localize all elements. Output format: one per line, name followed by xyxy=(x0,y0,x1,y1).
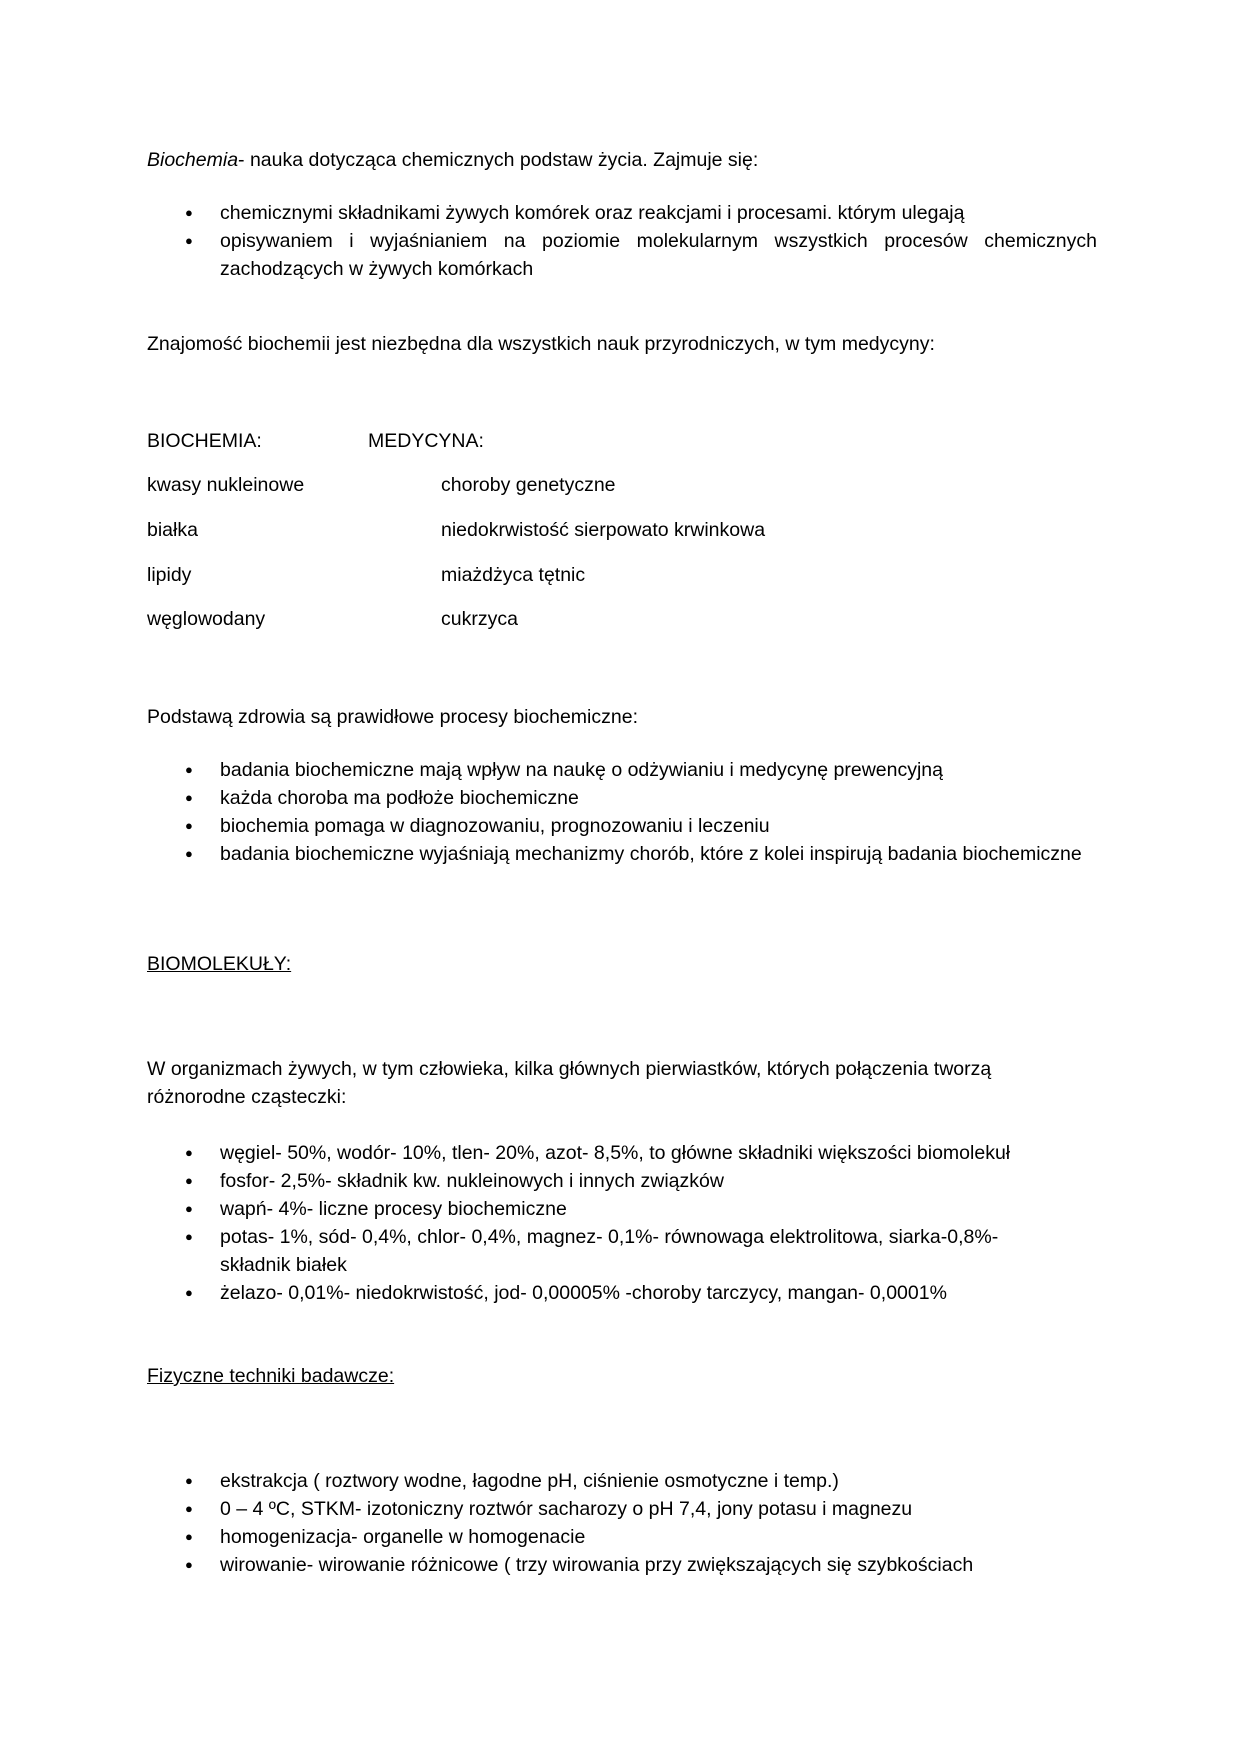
intro-term: Biochemia xyxy=(147,149,239,171)
table-cell-right: niedokrwistość sierpowato krwinkowa xyxy=(441,519,766,541)
intro-bullet-list xyxy=(147,199,1097,283)
table-cell-left: kwasy nukleinowe xyxy=(147,474,305,496)
health-bullet-list xyxy=(147,756,1097,868)
intro-line xyxy=(147,146,758,174)
list-item: ● wapń- 4%- liczne procesy biochemiczne xyxy=(147,1195,1097,1223)
intro-text: - nauka dotycząca chemicznych podstaw życia. Zajmuje się: xyxy=(238,149,759,171)
list-item: ● badania biochemiczne wyjaśniają mechanizmy chorób, które z kolei inspirują badania biochemiczne xyxy=(147,840,1097,868)
list-item: ● ekstrakcja ( roztwory wodne, łagodne pH, ciśnienie osmotyczne i temp.) xyxy=(147,1467,1097,1495)
table-cell-right: miażdżyca tętnic xyxy=(441,564,586,586)
health-heading: Podstawą zdrowia są prawidłowe procesy biochemiczne: xyxy=(147,706,638,728)
list-item: ● badania biochemiczne mają wpływ na naukę o odżywianiu i medycynę prewencyjną xyxy=(147,756,1097,784)
table-cell-left: lipidy xyxy=(147,564,192,586)
list-item: ● każda choroba ma podłoże biochemiczne xyxy=(147,784,1097,812)
techniques-heading: Fizyczne techniki badawcze: xyxy=(147,1365,395,1387)
list-item: ● biochemia pomaga w diagnozowaniu, prognozowaniu i leczeniu xyxy=(147,812,1097,840)
techniques-bullet-list xyxy=(147,1467,1097,1579)
list-item: ● żelazo- 0,01%- niedokrwistość, jod- 0,00005% -choroby tarczycy, mangan- 0,0001% xyxy=(147,1279,1097,1307)
table-cell-right: choroby genetyczne xyxy=(441,474,616,496)
list-item: ● potas- 1%, sód- 0,4%, chlor- 0,4%, magnez- 0,1%- równowaga elektrolitowa, siarka-0,8%- składnik białek xyxy=(147,1223,1050,1279)
biomolecules-paragraph: W organizmach żywych, w tym człowieka, kilka głównych pierwiastków, których połączenia tworzą różnorodne cząsteczki: xyxy=(147,1058,992,1108)
table-cell-left: węglowodany xyxy=(147,608,266,630)
list-item: ● wirowanie- wirowanie różnicowe ( trzy wirowania przy zwiększających się szybkościach xyxy=(147,1551,1097,1579)
list-item: ● homogenizacja- organelle w homogenacie xyxy=(147,1523,1097,1551)
table-header-right: MEDYCYNA: xyxy=(368,430,484,452)
table-cell-right: cukrzyca xyxy=(441,608,518,630)
biomolecules-bullet-list xyxy=(147,1139,1097,1307)
list-item: ● opisywaniem i wyjaśnianiem na poziomie molekularnym wszystkich procesów chemicznych zachodzących w żywych komórkach xyxy=(147,227,1097,283)
list-item: ● fosfor- 2,5%- składnik kw. nukleinowych i innych związków xyxy=(147,1167,1097,1195)
knowledge-paragraph: Znajomość biochemii jest niezbędna dla wszystkich nauk przyrodniczych, w tym medycyny: xyxy=(147,333,935,355)
biomolecules-heading: BIOMOLEKUŁY: xyxy=(147,953,292,975)
list-item: ● 0 – 4 ºC, STKM- izotoniczny roztwór sacharozy o pH 7,4, jony potasu i magnezu xyxy=(147,1495,1097,1523)
table-cell-left: białka xyxy=(147,519,198,541)
list-item: ● chemicznymi składnikami żywych komórek oraz reakcjami i procesami. którym ulegają xyxy=(147,199,1097,227)
table-header-left: BIOCHEMIA: xyxy=(147,430,262,452)
list-item: ● węgiel- 50%, wodór- 10%, tlen- 20%, azot- 8,5%, to główne składniki większości biomolekuł xyxy=(147,1139,1097,1167)
